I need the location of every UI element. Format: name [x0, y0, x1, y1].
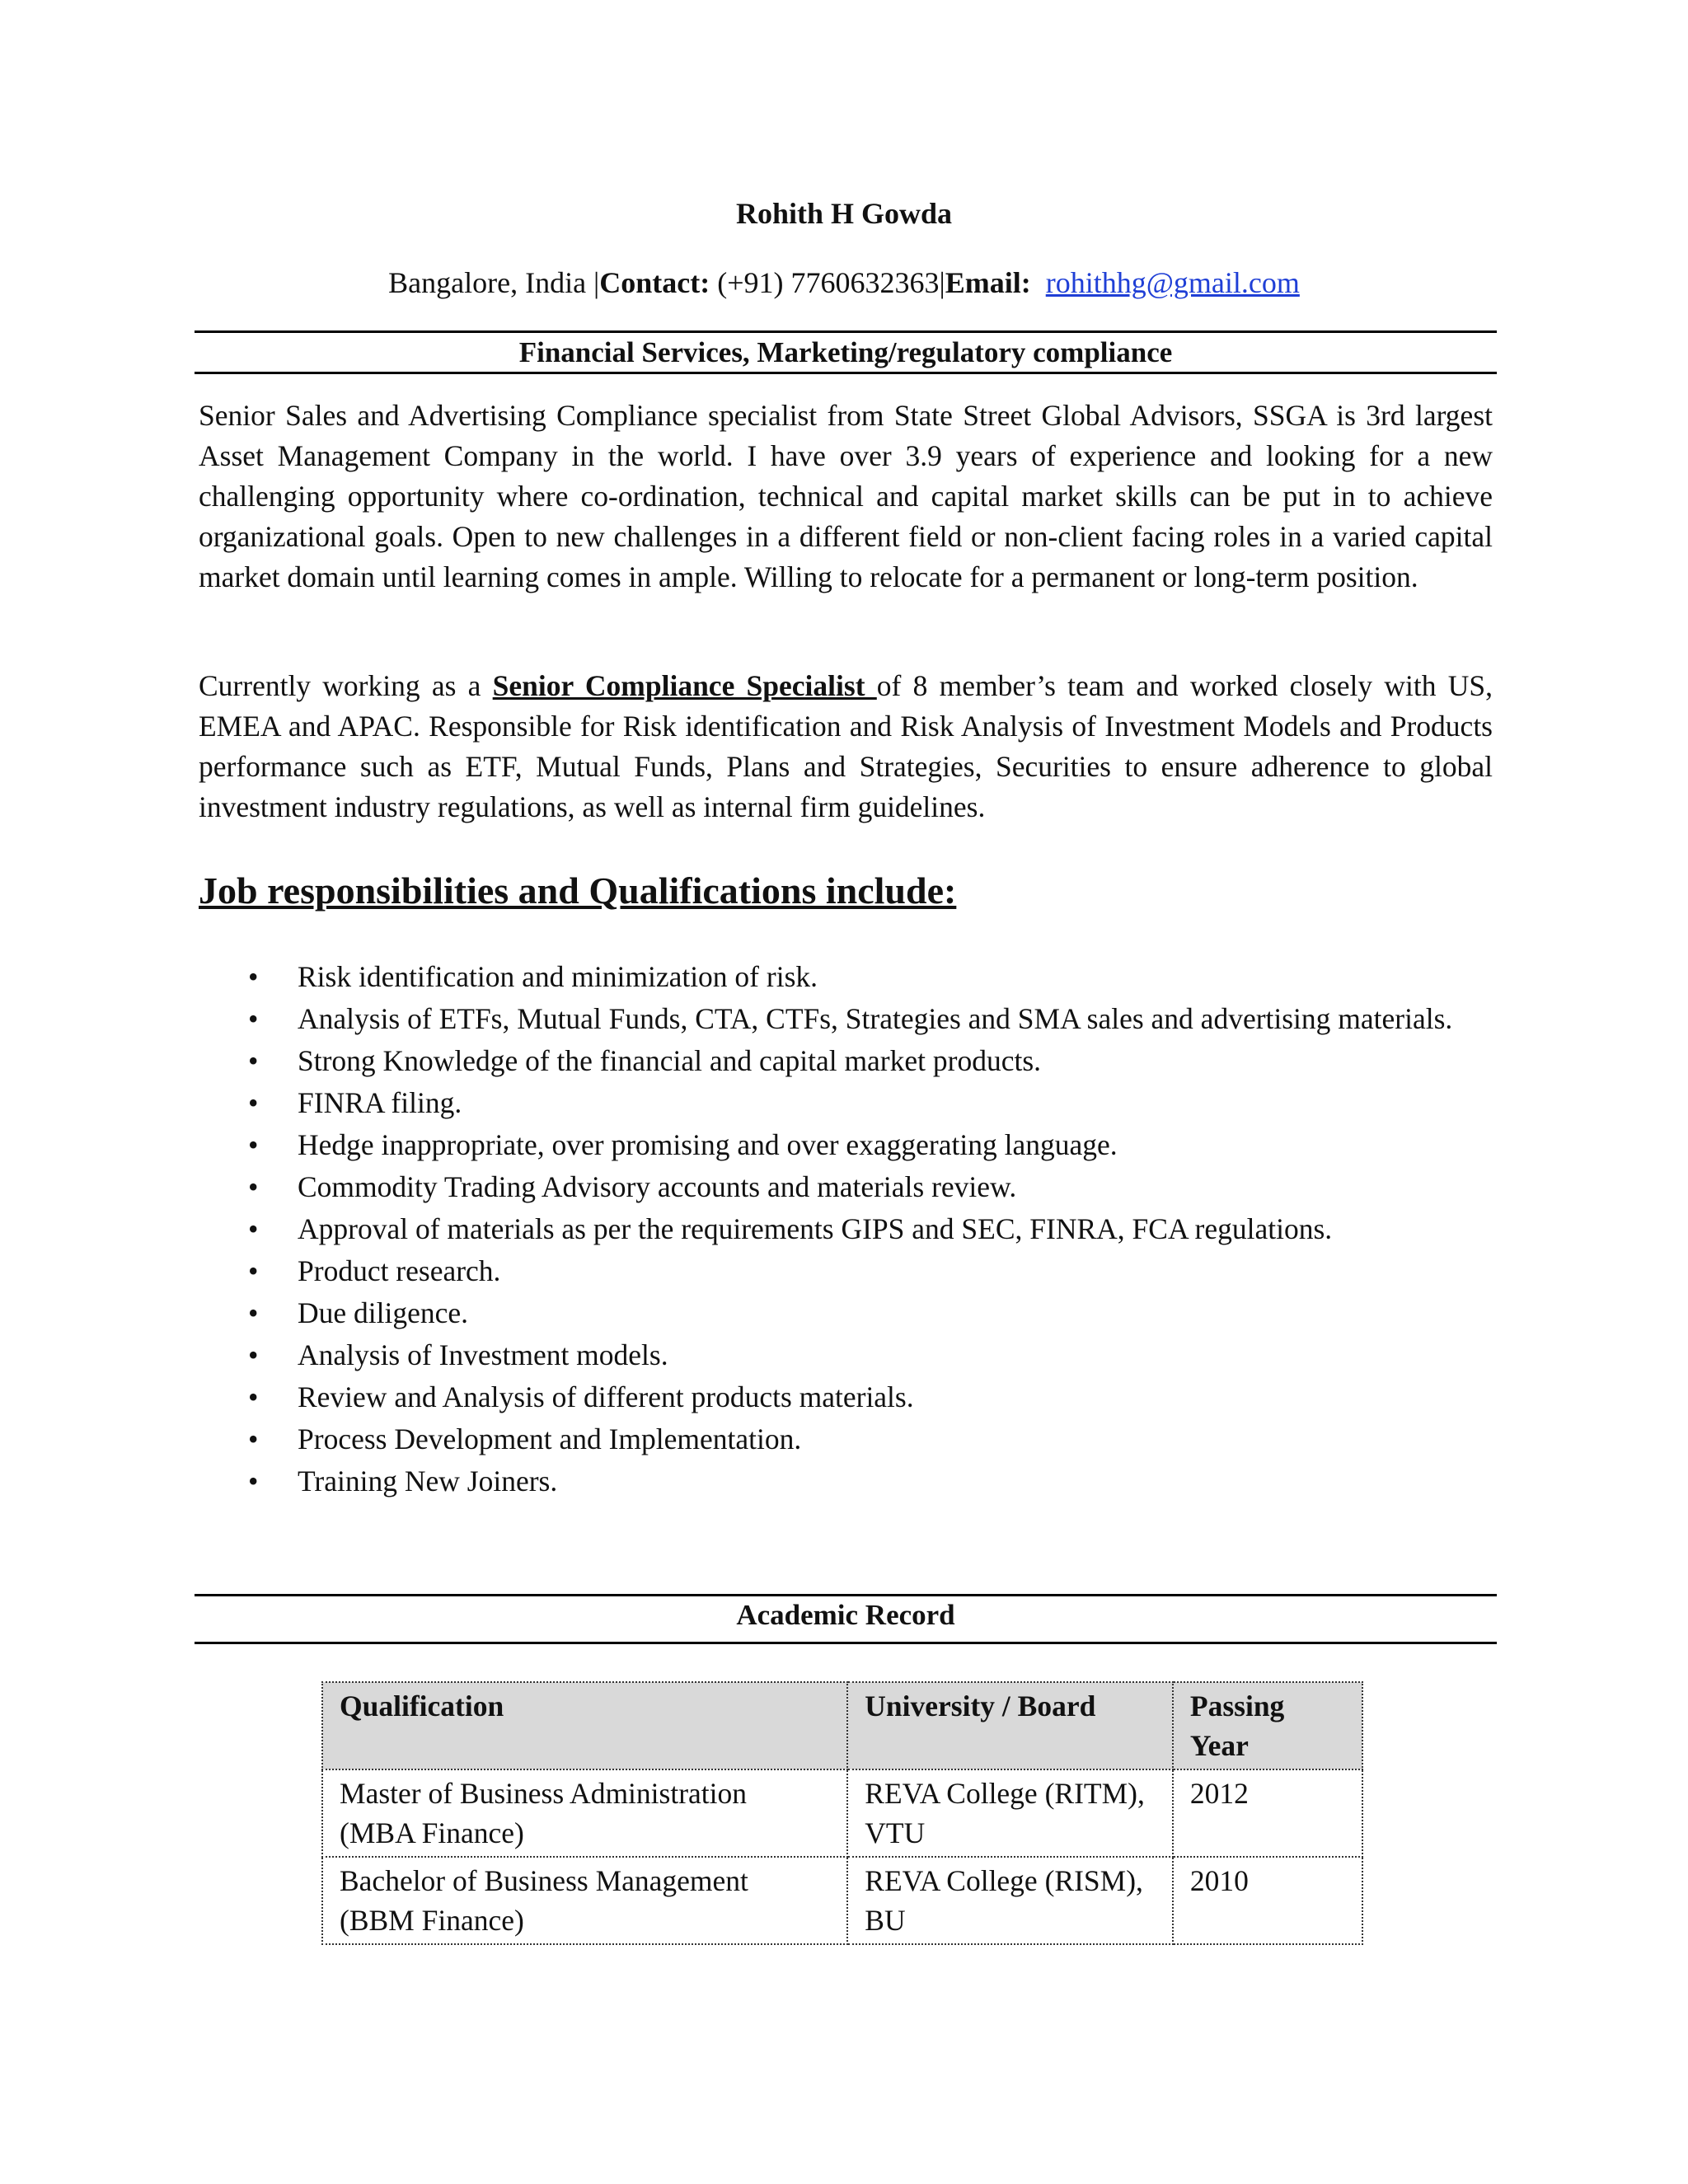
bullet-icon: •: [248, 1128, 259, 1161]
location-text: Bangalore, India |: [388, 266, 600, 299]
year-cell: 2012: [1173, 1769, 1362, 1857]
bullet-icon: •: [248, 1338, 259, 1371]
bullet-icon: •: [248, 1296, 259, 1329]
candidate-name: Rohith H Gowda: [735, 197, 953, 230]
list-item: [199, 1166, 1493, 1207]
list-item: [199, 998, 1493, 1039]
bullet-icon: •: [248, 1044, 259, 1077]
table-row: [322, 1857, 1362, 1944]
email-label: Email:: [945, 266, 1031, 299]
list-item-text: Product research.: [298, 1254, 501, 1287]
academic-rule-bottom: [195, 1642, 1497, 1644]
list-item-text: Approval of materials as per the requirements GIPS and SEC, FINRA, FCA regulations.: [298, 1212, 1333, 1245]
table-row: [322, 1769, 1362, 1857]
phone-number: (+91) 7760632363|: [710, 266, 945, 299]
list-item-text: Hedge inappropriate, over promising and over exaggerating language.: [298, 1128, 1118, 1161]
list-item: [199, 1334, 1493, 1376]
list-item-text: FINRA filing.: [298, 1086, 462, 1119]
list-item-text: Process Development and Implementation.: [298, 1422, 802, 1455]
academic-heading: Academic Record: [736, 1599, 955, 1631]
list-item-text: Analysis of ETFs, Mutual Funds, CTA, CTFs, Strategies and SMA sales and advertising materials.: [298, 1002, 1453, 1035]
list-item: [199, 956, 1493, 997]
bullet-icon: •: [248, 1254, 259, 1287]
bullet-icon: •: [248, 1465, 259, 1497]
list-item: [199, 1250, 1493, 1291]
list-item-text: Training New Joiners.: [298, 1465, 558, 1497]
list-item-text: Commodity Trading Advisory accounts and materials review.: [298, 1170, 1017, 1203]
qualification-cell: Master of Business Administration (MBA Finance): [322, 1769, 847, 1857]
list-item: [199, 1124, 1493, 1165]
qualification-cell: Bachelor of Business Management (BBM Finance): [322, 1857, 847, 1944]
academic-rule-top: [195, 1594, 1497, 1596]
profile-heading: Financial Services, Marketing/regulatory compliance: [518, 336, 1173, 368]
list-item-text: Risk identification and minimization of risk.: [298, 960, 818, 993]
col-qualification: Qualification: [322, 1682, 847, 1769]
year-cell: 2010: [1173, 1857, 1362, 1944]
responsibilities-heading: Job responsibilities and Qualifications include:: [199, 869, 957, 912]
responsibilities-list: [199, 956, 1493, 1502]
bullet-icon: •: [248, 1380, 259, 1413]
bullet-icon: •: [248, 960, 259, 993]
list-item: [199, 1040, 1493, 1081]
list-item-text: Review and Analysis of different products materials.: [298, 1380, 914, 1413]
current-prefix: Currently working as a: [199, 669, 493, 702]
list-item-text: Strong Knowledge of the financial and capital market products.: [298, 1044, 1042, 1077]
section-rule-top: [195, 330, 1497, 333]
email-link[interactable]: rohithhg@gmail.com: [1045, 266, 1300, 299]
bullet-icon: •: [248, 1002, 259, 1035]
list-item: [199, 1418, 1493, 1460]
col-university: University / Board: [847, 1682, 1173, 1769]
col-passing-year: Passing Year: [1173, 1682, 1362, 1769]
academic-table: [321, 1681, 1363, 1945]
list-item: [199, 1208, 1493, 1249]
list-item: [199, 1376, 1493, 1418]
academic-header-row: [322, 1682, 1362, 1769]
current-role-paragraph: [199, 666, 1493, 827]
list-item-text: Analysis of Investment models.: [298, 1338, 668, 1371]
bullet-icon: •: [248, 1170, 259, 1203]
section-rule-bottom: [195, 372, 1497, 374]
bullet-icon: •: [248, 1086, 259, 1119]
list-item-text: Due diligence.: [298, 1296, 469, 1329]
bullet-icon: •: [248, 1212, 259, 1245]
list-item: [199, 1460, 1493, 1502]
university-cell: REVA College (RITM), VTU: [847, 1769, 1173, 1857]
bullet-icon: •: [248, 1422, 259, 1455]
contact-label: Contact:: [599, 266, 710, 299]
contact-line: [0, 265, 1688, 300]
current-role-title: Senior Compliance Specialist: [492, 669, 877, 702]
current-role-details: of 8 member’s team and worked closely with US, EMEA and APAC. Responsible for Risk identification and Risk Analysis of Investment Models and Products performance such as ETF, Mutual Funds, Plans and Strategies, Securities to ensure adherence to global investment industry regulations, as well as internal firm guidelines.: [199, 669, 1493, 823]
university-cell: REVA College (RISM), BU: [847, 1857, 1173, 1944]
list-item: [199, 1082, 1493, 1123]
list-item: [199, 1292, 1493, 1333]
summary-paragraph: Senior Sales and Advertising Compliance specialist from State Street Global Advisors, SSGA is 3rd largest Asset Management Company in the world. I have over 3.9 years of experience and looking for a new challenging opportunity where co-ordination, technical and capital market skills can be put in to achieve organizational goals. Open to new challenges in a different field or non-client facing roles in a varied capital market domain until learning comes in ample. Willing to relocate for a permanent or long-term position.: [199, 399, 1493, 593]
